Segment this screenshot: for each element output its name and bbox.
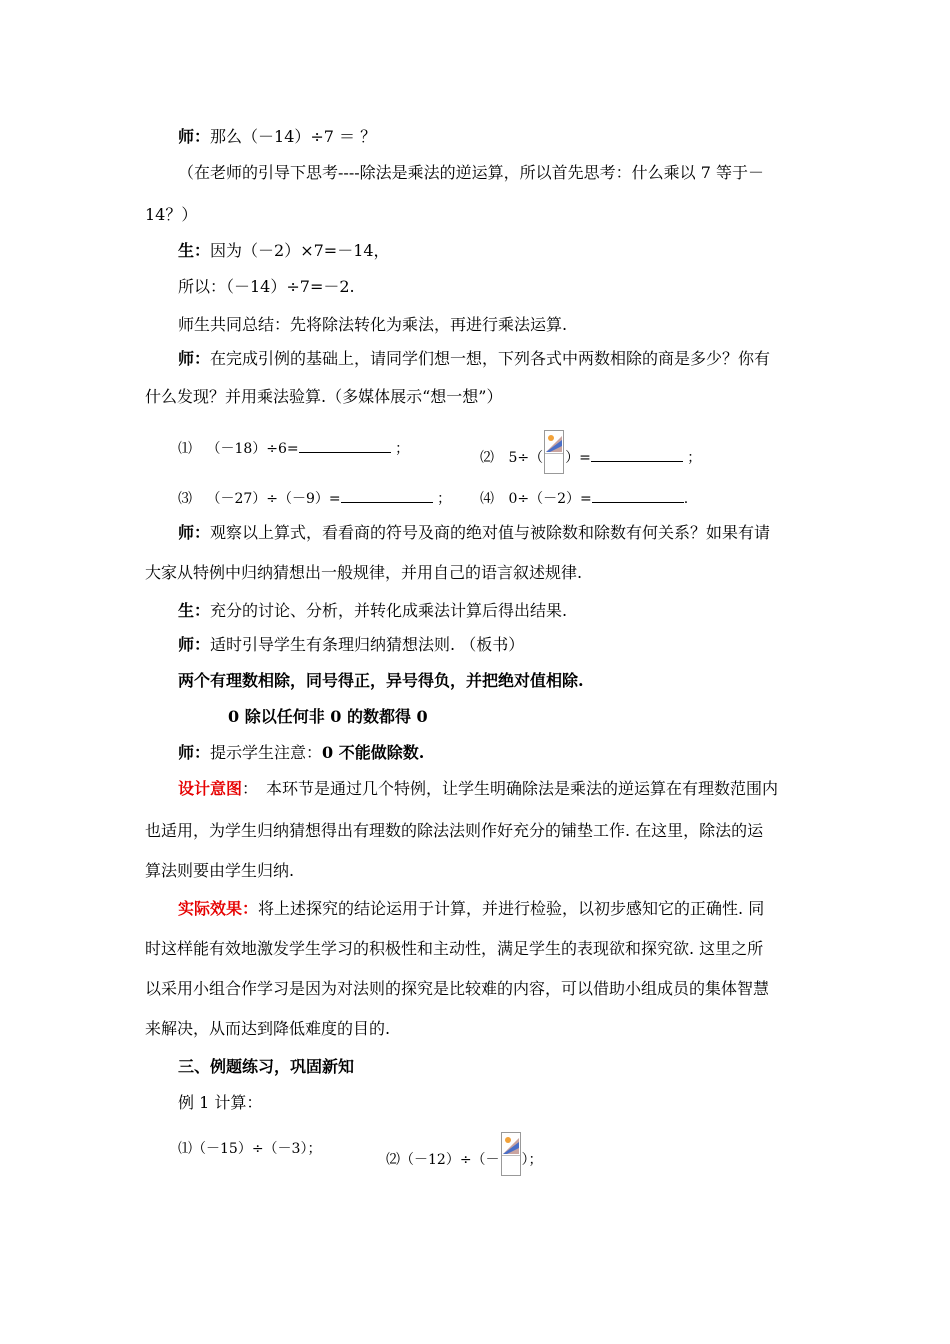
exercise-number: ⑴	[178, 441, 192, 457]
exercise-expression: （－27）÷（－9）=	[206, 491, 341, 507]
paragraph-line: 时这样能有效地激发学生学习的积极性和主动性，满足学生的表现欲和探究欲. 这里之所	[145, 939, 764, 958]
speaker-label: 生：	[178, 241, 211, 260]
fraction-lower	[545, 453, 563, 473]
line-text: 那么（－14）÷7 ＝ ？	[210, 127, 377, 146]
design-intent-label: 设计意图	[178, 779, 243, 798]
section-heading: 三、例题练习，巩固新知	[178, 1057, 355, 1076]
exercise-end: ；	[395, 441, 410, 457]
speaker-label: 师：	[178, 635, 211, 654]
paragraph-line: 来解决，从而达到降低难度的目的.	[145, 1019, 391, 1038]
question-number: ⑴	[178, 1141, 192, 1157]
line-text: 本环节是通过几个特例，让学生明确除法是乘法的逆运算在有理数范围内	[266, 779, 779, 798]
question-number: ⑵	[386, 1152, 400, 1168]
paragraph-line: （在老师的引导下思考----除法是乘法的逆运算，所以首先思考：什么乘以 7 等于－	[178, 163, 764, 182]
line-text: 在完成引例的基础上，请同学们想一想，下列各式中两数相除的商是多少？你有	[210, 349, 771, 368]
teacher-line-1	[178, 126, 376, 148]
exercise-1	[178, 436, 409, 460]
example-question-2	[386, 1138, 543, 1182]
paragraph-line: 以采用小组合作学习是因为对法则的探究是比较难的内容，可以借助小组成员的集体智慧	[145, 979, 770, 998]
speaker-label: 师：	[178, 523, 211, 542]
answer-blank	[341, 486, 433, 503]
exercise-expression: （－18）÷6=	[206, 441, 299, 457]
emphasis-text: 0 不能做除数.	[322, 743, 425, 762]
speaker-label: 师：	[178, 743, 211, 762]
paragraph-line: 什么发现？并用乘法验算.（多媒体展示“想一想”）	[145, 387, 503, 406]
fraction-lower	[502, 1155, 520, 1175]
exercise-end: .	[683, 491, 689, 507]
speaker-label: 师：	[178, 349, 211, 368]
line-text: 提示学生注意：	[210, 743, 323, 762]
exercise-close: ）=	[565, 450, 591, 466]
summary-line: 师生共同总结：先将除法转化为乘法，再进行乘法运算.	[178, 315, 568, 334]
example-question-1	[178, 1138, 321, 1160]
image-placeholder-icon	[503, 1134, 519, 1154]
zero-rule: 0 除以任何非 0 的数都得 0	[228, 707, 428, 726]
exercise-number: ⑷	[480, 491, 494, 507]
fraction-image	[544, 430, 564, 474]
exercise-expression: 0÷（－2）=	[508, 491, 592, 507]
teacher-line-5	[178, 742, 424, 764]
actual-effect-line	[178, 898, 764, 920]
actual-effect-label: 实际效果：	[178, 899, 259, 918]
design-intent-line	[178, 778, 778, 800]
question-close: ）；	[521, 1152, 543, 1168]
paragraph-line: 14？）	[145, 205, 198, 224]
speaker-label: 师：	[178, 127, 211, 146]
line-text: 适时引导学生有条理归纳猜想法则. （板书）	[210, 635, 525, 654]
division-rule: 两个有理数相除，同号得正，异号得负，并把绝对值相除.	[178, 671, 584, 690]
line-text: 充分的讨论、分析，并转化成乘法计算后得出结果.	[210, 601, 568, 620]
student-line-2	[178, 600, 567, 622]
answer-blank	[591, 445, 683, 462]
teacher-line-3	[178, 522, 770, 544]
teacher-line-2	[178, 348, 770, 370]
line-text: 因为（－2）×7=－14，	[210, 241, 390, 260]
exercise-3	[178, 486, 451, 510]
line-text: 观察以上算式，看看商的符号及商的绝对值与被除数和除数有何关系？如果有请	[210, 523, 771, 542]
paragraph-line: 也适用，为学生归纳猜想得出有理数的除法法则作好充分的铺垫工作. 在这里，除法的运	[145, 821, 764, 840]
paragraph-line: 所以：（－14）÷7=－2.	[178, 277, 355, 296]
line-text: 将上述探究的结论运用于计算，并进行检验，以初步感知它的正确性. 同	[258, 899, 765, 918]
answer-blank	[299, 436, 391, 453]
exercise-number: ⑶	[178, 491, 192, 507]
fraction-image	[501, 1132, 521, 1176]
answer-blank	[592, 486, 684, 503]
exercise-number: ⑵	[480, 450, 494, 466]
paragraph-line: 大家从特例中归纳猜想出一般规律，并用自己的语言叙述规律.	[145, 563, 583, 582]
exercise-end: ；	[437, 491, 452, 507]
exercise-end: ；	[687, 450, 702, 466]
exercise-2	[480, 436, 701, 480]
teacher-line-4	[178, 634, 524, 656]
image-placeholder-icon	[546, 432, 562, 452]
exercise-expression: 5÷（	[508, 450, 544, 466]
student-line-1	[178, 240, 390, 262]
paragraph-line: 算法则要由学生归纳.	[145, 861, 295, 880]
question-expression: （－15）÷（－3）；	[192, 1141, 322, 1157]
speaker-label: 生：	[178, 601, 211, 620]
example-title: 例 1 计算：	[178, 1093, 263, 1112]
label-colon: ：	[242, 779, 259, 798]
question-expression: （－12）÷（－	[400, 1152, 500, 1168]
exercise-4	[480, 486, 688, 510]
